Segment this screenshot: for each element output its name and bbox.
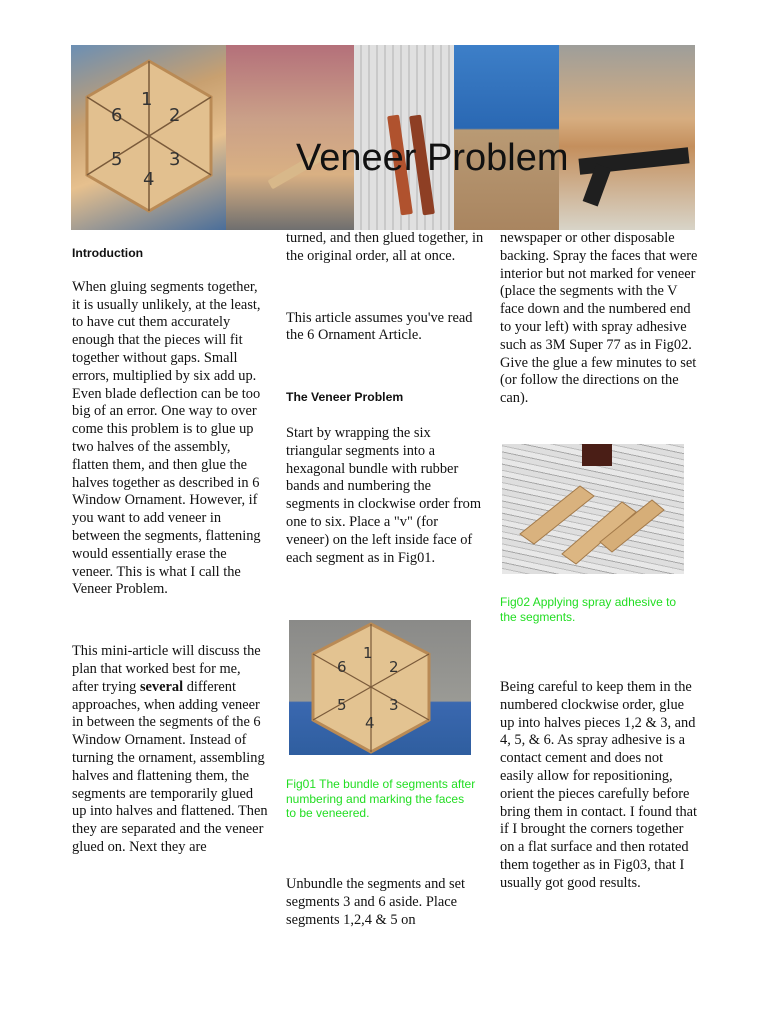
fig1-number-1: 1 xyxy=(363,644,373,662)
glue-up-paragraph: Being careful to keep them in the numbered clockwise order, glue up into halves pieces 1,2 & 3, and 4, 5, & 6. As spray adhesive is a contact cement and does not easily allow for repositioning, orient the pieces carefully before bring them in contact. I found that if I brought the corners together on a flat surface and then rotated them together as in Fig03, that I usually got good results. xyxy=(500,679,698,891)
fig01-caption: Fig01 The bundle of segments after numbering and marking the faces to be veneered. xyxy=(286,777,476,821)
hex-number-5: 5 xyxy=(111,149,123,170)
hexagon-bundle-photo xyxy=(289,620,471,755)
page-title: Veneer Problem xyxy=(296,137,569,179)
heading-veneer-problem: The Veneer Problem xyxy=(286,390,404,405)
hex-number-4: 4 xyxy=(143,169,155,190)
column-2 xyxy=(286,230,484,567)
banner-photo-glue-gun xyxy=(559,45,695,230)
mini-article-paragraph xyxy=(72,643,268,857)
assumption-paragraph: This article assumes you've read the 6 Ornament Article. xyxy=(286,309,473,344)
unbundle-paragraph: Unbundle the segments and set segments 3 and 6 aside. Place segments 1,2,4 & 5 on xyxy=(286,876,466,928)
intro-paragraph: When gluing segments together, it is usually unlikely, at the least, to have cut them accurately enough that the pieces will fit together without gaps. Small errors, multiplied by six add up. Even blade deflection can be too big of an error. One way to over come this problem is to glue up two halves of the assembly, flatten them, and then glue the halves together as described in 6 Window Ornament. However, if you want to add veneer in between the segments, flattening would essentially erase the veneer. This is what I call the Veneer Problem. xyxy=(72,278,261,598)
header-banner xyxy=(71,45,695,230)
spray-paragraph: newspaper or other disposable backing. Spray the faces that were interior but not marked for veneer (place the segments with the V face down and the numbered end to your left) with spray adhesive such as 3M Super 77 as in Fig02. Give the glue a few minutes to set (or follow the directions on the can). xyxy=(500,230,698,407)
hex-number-6: 6 xyxy=(111,105,123,126)
fig1-number-5: 5 xyxy=(337,696,347,714)
mini-article-bold-word: several xyxy=(139,678,184,695)
fig02-image xyxy=(502,444,684,574)
hexagon-bundle-image xyxy=(81,57,217,217)
fig1-number-3: 3 xyxy=(389,696,399,714)
hex-number-3: 3 xyxy=(169,149,181,170)
column-1 xyxy=(72,245,268,857)
fig01-image xyxy=(289,620,471,755)
hex-number-1: 1 xyxy=(141,89,153,110)
mini-article-text-b: different approaches, when adding veneer in between the segments of the 6 Window Ornament. Instead of turning the ornament, assembling halves and flattening them, the segments are temporarily glued up into halves and flattened. Then they are separated and the veneer glued on. Next they are xyxy=(72,678,268,855)
fig1-number-6: 6 xyxy=(337,658,347,676)
banner-photo-hexagon-bundle xyxy=(71,45,226,230)
continued-paragraph: turned, and then glued together, in the original order, all at once. xyxy=(286,230,484,264)
fig1-number-4: 4 xyxy=(365,714,375,732)
fig1-number-2: 2 xyxy=(389,658,399,676)
hex-number-2: 2 xyxy=(169,105,181,126)
wrapping-paragraph: Start by wrapping the six triangular segments into a hexagonal bundle with rubber bands and numbering the segments in clockwise order from one to six. Place a "v" (for veneer) on the left inside face of each segment as in Fig01. xyxy=(286,424,482,566)
spray-adhesive-photo xyxy=(502,444,684,574)
fig02-caption: Fig02 Applying spray adhesive to the segments. xyxy=(500,595,677,624)
mini-article-text-a: This mini-article will discuss the plan that worked best for me, after trying xyxy=(72,643,261,695)
heading-introduction: Introduction xyxy=(72,246,144,260)
